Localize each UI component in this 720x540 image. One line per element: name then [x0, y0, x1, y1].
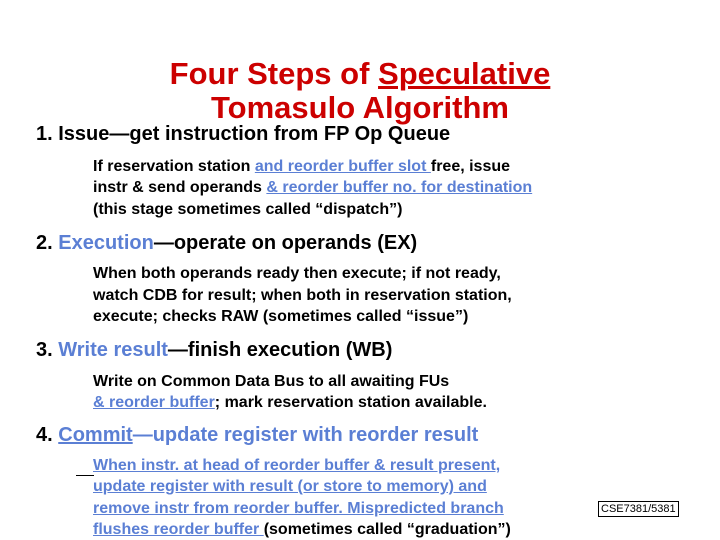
- step-4-underline-mark: [76, 475, 94, 476]
- step-2-desc: —operate on operands (EX): [153, 232, 418, 254]
- step-1-number: 1.: [36, 123, 53, 145]
- step-2-heading: [36, 231, 417, 255]
- slide-title-line2: Tomasulo Algorithm: [211, 90, 509, 125]
- step-4-number: 4.: [36, 424, 53, 446]
- step-4-desc: —update register with reorder result: [132, 424, 479, 446]
- step-1-body-line2: [93, 177, 532, 198]
- step-4-heading: [36, 423, 478, 447]
- step-3-desc: —finish execution (WB): [167, 339, 393, 361]
- step-3-text: ; mark reservation station available.: [214, 394, 487, 411]
- step-1-body-line3: (this stage sometimes called “dispatch”): [93, 201, 403, 218]
- footer-course-label: CSE7381/5381: [598, 501, 679, 517]
- step-4-body-line4: [93, 519, 511, 540]
- step-1-text: If reservation station: [93, 158, 255, 175]
- step-2-number: 2.: [36, 232, 53, 254]
- step-1-heading: [36, 122, 450, 146]
- title-line1-underlined: Speculative: [378, 56, 551, 91]
- step-1-text: instr & send operands: [93, 179, 267, 196]
- step-4-link-text: flushes reorder buffer: [93, 521, 264, 538]
- step-1-link-text: and reorder buffer slot: [254, 158, 431, 175]
- step-1-text: free, issue: [430, 158, 511, 175]
- step-1-link-text: & reorder buffer no. for destination: [266, 179, 533, 196]
- step-4-text: (sometimes called “graduation”): [263, 521, 511, 538]
- step-1-body-line1: [93, 156, 510, 177]
- step-3-heading: [36, 338, 392, 362]
- step-3-body-line1: Write on Common Data Bus to all awaiting FUs: [93, 373, 450, 390]
- step-4-name: Commit: [58, 424, 133, 446]
- step-3-number: 3.: [36, 339, 53, 361]
- step-2-body-line2: watch CDB for result; when both in reservation station,: [93, 287, 512, 304]
- step-2-body-line3: execute; checks RAW (sometimes called “issue”): [93, 308, 469, 325]
- step-3-name: Write result: [58, 339, 168, 361]
- step-4-body-line1: When instr. at head of reorder buffer & result present,: [93, 457, 501, 474]
- step-2-name: Execution: [58, 232, 154, 254]
- step-4-body-line2: update register with result (or store to memory) and: [93, 478, 487, 495]
- slide-title: [0, 57, 720, 91]
- step-3-body-line2: [93, 392, 487, 413]
- step-2-body-line1: When both operands ready then execute; if not ready,: [93, 265, 501, 282]
- step-1-desc: —get instruction from FP Op Queue: [109, 123, 451, 145]
- step-3-link-text: & reorder buffer: [93, 394, 215, 411]
- step-4-body-line3: remove instr from reorder buffer. Mispredicted branch: [93, 500, 504, 517]
- title-line1-prefix: Four Steps of: [169, 56, 379, 91]
- step-1-name: Issue: [58, 123, 110, 145]
